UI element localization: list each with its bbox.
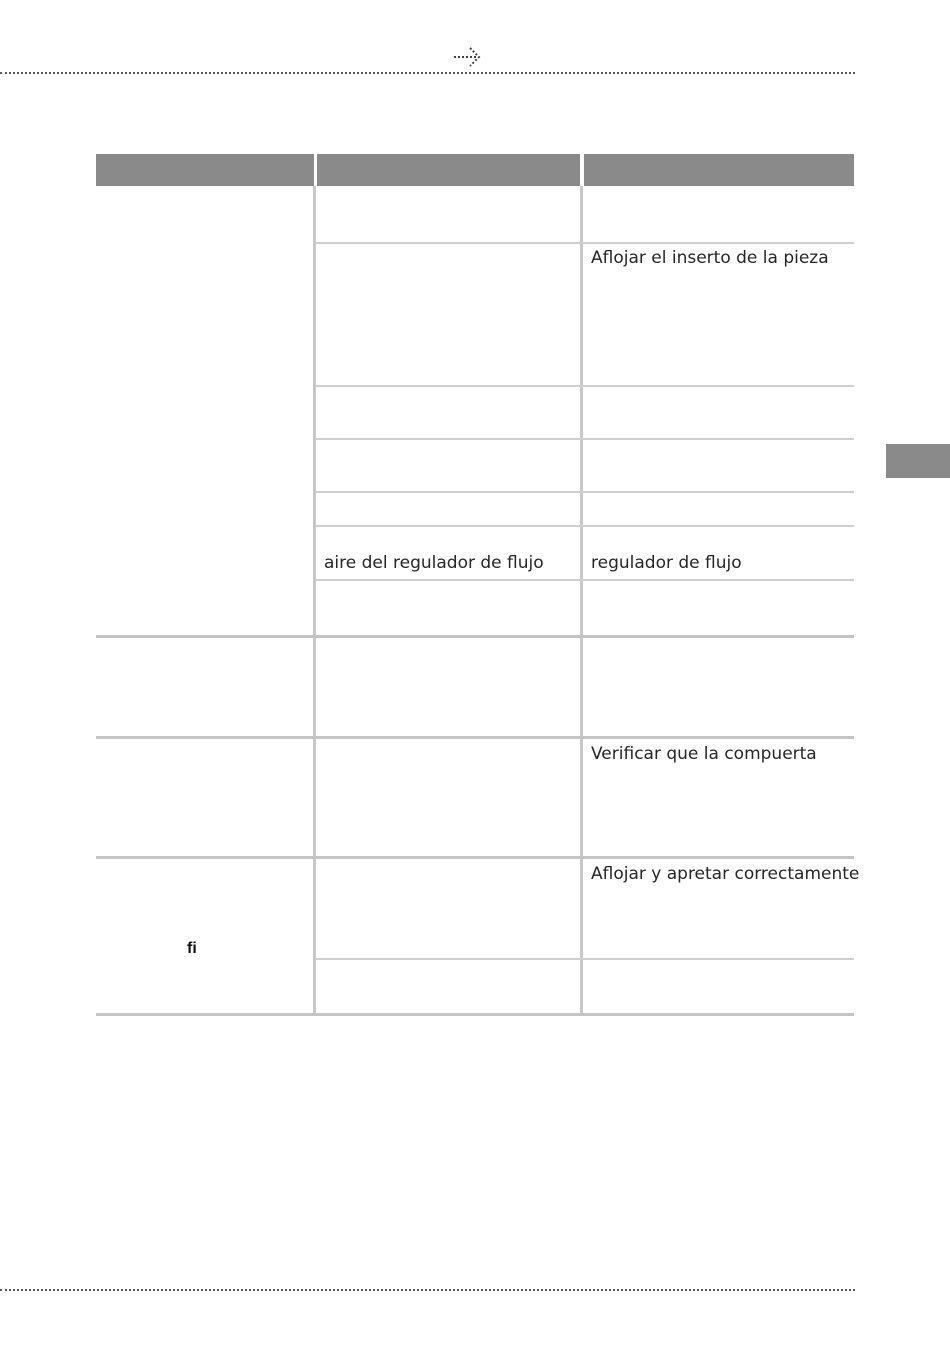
row-divider [316, 491, 854, 493]
table-header-col1 [96, 154, 314, 186]
bottom-dotted-rule [0, 1289, 855, 1291]
table-header-col3 [584, 154, 854, 186]
table-cell: Verificar que la compuerta [591, 744, 817, 764]
table-cell: fi [187, 940, 197, 957]
column-divider [313, 186, 316, 1015]
row-divider [316, 438, 854, 440]
table-cell: aire del regulador de flujo [324, 553, 544, 573]
chapter-tab [886, 444, 950, 478]
table-cell: Aflojar el inserto de la pieza [591, 248, 829, 268]
dotted-arrow-right-icon [452, 44, 484, 70]
row-divider [316, 525, 854, 527]
table-bottom-rule [96, 1013, 854, 1016]
table-cell: regulador de flujo [591, 553, 742, 573]
group-divider [96, 635, 854, 638]
column-divider [580, 186, 583, 1015]
table-cell: Aflojar y apretar correctamente [591, 864, 860, 884]
top-dotted-rule [0, 72, 855, 74]
group-divider [96, 856, 854, 859]
row-divider [316, 242, 854, 244]
row-divider [316, 385, 854, 387]
group-divider [96, 736, 854, 739]
row-divider [316, 958, 854, 960]
row-divider [316, 579, 854, 581]
table-header-col2 [317, 154, 580, 186]
